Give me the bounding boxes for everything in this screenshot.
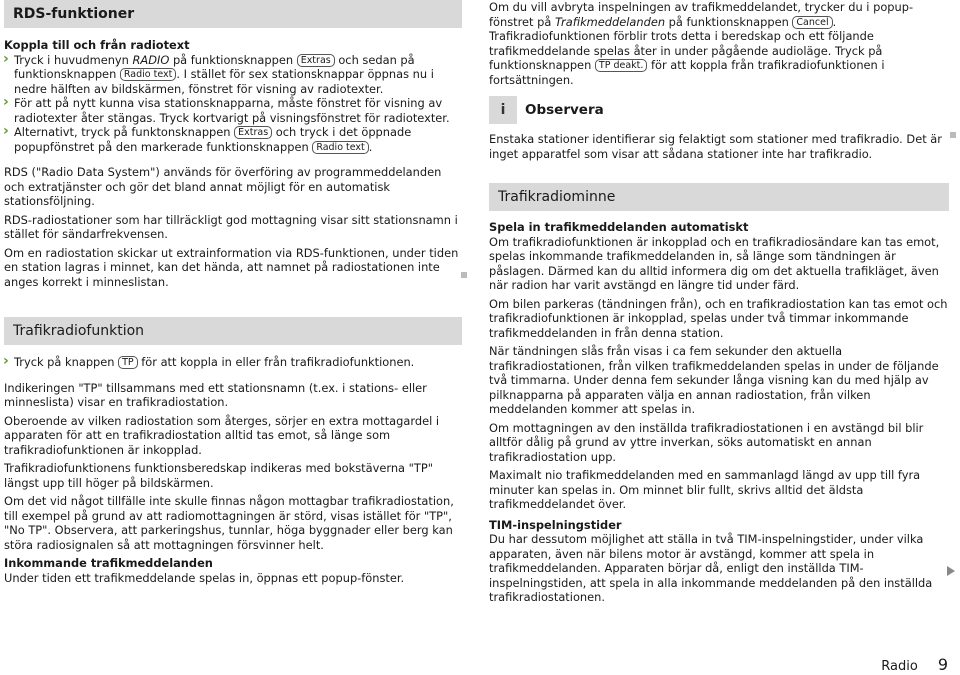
- rds-paragraph: Om en radiostation skickar ut extrainformation via RDS-funktionen, under tiden en station lagras i minnet, kan det hända, att namnet på radiostationen inte anges korrekt i minneslistan.: [4, 245, 459, 289]
- page-footer: [881, 655, 948, 675]
- auto-record-heading: Spela in trafikmeddelanden automatiskt: [489, 220, 749, 234]
- right-column: [489, 0, 949, 605]
- extras-key[interactable]: Extras: [297, 54, 335, 67]
- left-column: [4, 0, 462, 585]
- step-text: på funktionsknappen: [169, 52, 297, 67]
- para-text: . Trafikradiofunktionen förblir trots detta i beredskap och ett följande trafikmeddelande spelas åter in under pågående audioläge. Tryck på funktionsknappen: [489, 14, 883, 72]
- memory-paragraph: Om mottagningen av den inställda trafikradiostationen i en avstängd bil blir alltför dålig på grund av yttre inverkan, söks automatiskt en annan trafikradiostation upp.: [489, 420, 924, 464]
- page-number: 9: [937, 655, 948, 674]
- traffic-paragraph: Oberoende av vilken radiostation som återges, sörjer en extra mottagardel i apparaten för att en trafikradiostation alltid tas emot, så länge som trafikradiofunktionen är inkopplad.: [4, 413, 440, 457]
- step-text: Alternativt, tryck på funktonsknappen: [14, 125, 235, 139]
- rds-paragraph: RDS ("Radio Data System") används för överföring av programmeddelanden och extratjänster och gör det bland annat möjligt för en automatisk stationsföljning.: [4, 165, 442, 208]
- tp-key[interactable]: TP: [118, 356, 138, 369]
- memory-paragraph: Du har dessutom möjlighet att ställa in två TIM-inspelningstider, under vilka apparaten, även när bilens motor är avstängd, kommer att spela in trafikmeddelanden. Apparaten börjar då, enligt den inställda TIM-inspelningstiden, att spela in alla inkommande meddelanden på den inställda trafikradiostationen.: [489, 532, 933, 604]
- section-title-text: RDS-funktioner: [13, 5, 135, 22]
- memory-section-title: [489, 183, 949, 211]
- traffic-section-title: [4, 317, 462, 345]
- traffic-paragraph: Trafikradiofunktionens funktionsberedskap indikeras med bokstäverna "TP" längst upp till höger på bildskärmen.: [4, 461, 433, 490]
- connect-heading: Koppla till och från radiotext: [4, 38, 190, 52]
- memory-paragraph: Om bilen parkeras (tändningen från), och en trafikradiostation kan tas emot och trafikradiofunktionen är inkopplad, spelas under två timmar inkommande trafikmeddelanden in från denna station.: [489, 296, 948, 340]
- incoming-heading: Inkommande trafikmeddelanden: [4, 556, 213, 570]
- step-text: .: [368, 139, 373, 154]
- step-text: Tryck på knappen: [14, 355, 119, 369]
- traffic-paragraph: Indikeringen "TP" tillsammans med ett stationsnamn (t.ex. i stations- eller minneslista) visar en trafikradiostation.: [4, 380, 427, 409]
- step-text: . I stället för sex stationsknappar öppnas nu i nedre hälften av bildskärmen, fönstret för visning av radiotexter.: [14, 67, 434, 96]
- step-open-radiotext: [4, 53, 462, 97]
- continue-arrow-icon: [947, 566, 955, 576]
- info-icon-glyph: i: [500, 101, 506, 118]
- popup-name: Trafikmeddelanden: [554, 14, 666, 29]
- end-of-section-marker: [950, 132, 956, 138]
- traffic-section-title-text: Trafikradiofunktion: [13, 322, 145, 339]
- tp-deactivate-key[interactable]: TP deakt.: [595, 59, 648, 72]
- traffic-paragraph: Om det vid något tillfälle inte skulle finnas någon mottagbar trafikradiostation, till exempel på grund av att radiomottagningen är störd, visas istället för "TP", "No TP". Observera, att parkeringshus, tunnlar, höga byggnader eller berg kan störa radiosignalen så att mottagningen försvinner helt.: [4, 494, 454, 552]
- memory-paragraph: Om trafikradiofunktionen är inkopplad och en trafikradiosändare kan tas emot, spelas inkommande trafikmeddelanden in, så länge som tändningen är påslagen. Därmed kan du alltid informera dig om det aktuella trafikläget, även när radion har varit avstängd en längre tid under färd.: [489, 234, 940, 292]
- extras-key[interactable]: Extras: [234, 126, 272, 139]
- note-box-header: [489, 96, 949, 124]
- step-text: Tryck i huvudmenyn: [14, 52, 133, 67]
- memory-paragraph: När tändningen slås från visas i ca fem sekunder den aktuella trafikradiostationen, från vilken trafikmeddelanden spelas in under de följande två timmarna. Under denna fem sekunder långa visning kan du med hjälp av pilknapparna på apparaten välja en annan radiostation, från vilken meddelanden kommer att spelas in.: [489, 344, 939, 416]
- para-text: på funktionsknappen: [665, 14, 793, 29]
- footer-section: Radio: [881, 659, 918, 674]
- para-text: för att koppla från trafikradiofunktionen i fortsättningen.: [489, 58, 885, 87]
- rds-paragraph: RDS-radiostationer som har tillräckligt god mottagning visar sitt stationsnamn i stället för sändarfrekvensen.: [4, 212, 458, 241]
- section-title: [4, 0, 462, 28]
- end-of-section-marker: [461, 272, 467, 278]
- step-text: och sedan på funktionsknappen: [14, 52, 415, 81]
- step-text: och tryck i det öppnade popupfönstret på den markerade funktionsknappen: [14, 125, 412, 154]
- step-close-radiotext: › För att på nytt kunna visa stationsknapparna, måste fönstret för visning av radiotexter åter stängas. Tryck kortvarigt på visningsfönstret för radiotexter.: [4, 96, 462, 125]
- step-alternative: [4, 125, 462, 154]
- traffic-paragraph: Under tiden ett trafikmeddelande spelas in, öppnas ett popup-fönster.: [4, 570, 405, 585]
- info-icon: [489, 96, 517, 124]
- step-text: för att koppla in eller från trafikradiofunktionen.: [137, 355, 415, 369]
- para-text: Om du vill avbryta inspelningen av trafikmeddelandet, trycker du i popup-fönstret på: [489, 0, 914, 29]
- note-text: Enstaka stationer identifierar sig felaktigt som stationer med trafikradio. Det är inget apparatfel som visar att sådana stationer inte har trafikradio.: [489, 132, 942, 161]
- radio-text-key[interactable]: Radio text: [312, 141, 368, 154]
- step-tp: [4, 355, 462, 370]
- cancel-paragraph: [489, 0, 949, 87]
- memory-section-title-text: Trafikradiominne: [498, 188, 616, 205]
- cancel-key[interactable]: Cancel: [792, 16, 832, 29]
- timer-heading: TIM-inspelningstider: [489, 517, 622, 532]
- memory-paragraph: Maximalt nio trafikmeddelanden med en sammanlagd längd av upp till fyra minuter kan spelas in. Om minnet blir fullt, skrivs alltid det äldsta trafikmeddelandet över.: [489, 468, 921, 511]
- menu-name: RADIO: [132, 52, 170, 67]
- note-title: Observera: [525, 101, 604, 118]
- radio-text-key[interactable]: Radio text: [120, 68, 176, 81]
